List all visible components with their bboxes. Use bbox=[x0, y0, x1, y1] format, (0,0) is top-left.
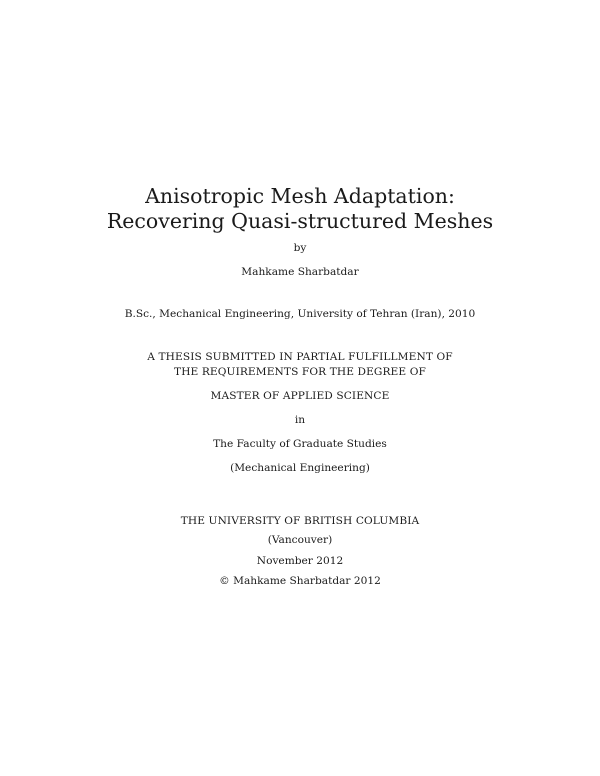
department-name: (Mechanical Engineering) bbox=[230, 462, 370, 474]
submission-statement-line-1: A THESIS SUBMITTED IN PARTIAL FULFILLMENT OF bbox=[147, 351, 453, 363]
university-name: THE UNIVERSITY OF BRITISH COLUMBIA bbox=[180, 515, 420, 527]
submission-date: November 2012 bbox=[256, 555, 344, 567]
degree-name: MASTER OF APPLIED SCIENCE bbox=[210, 390, 390, 402]
author-name: Mahkame Sharbatdar bbox=[241, 266, 359, 278]
submission-statement-line-2: THE REQUIREMENTS FOR THE DEGREE OF bbox=[174, 366, 426, 378]
in-label: in bbox=[294, 414, 306, 426]
copyright-notice: © Mahkame Sharbatdar 2012 bbox=[219, 575, 381, 587]
prior-degree: B.Sc., Mechanical Engineering, University of Tehran (Iran), 2010 bbox=[124, 308, 476, 320]
faculty-name: The Faculty of Graduate Studies bbox=[213, 438, 387, 450]
thesis-title-line-1: Anisotropic Mesh Adaptation: bbox=[145, 184, 455, 208]
thesis-title-line-2: Recovering Quasi-structured Meshes bbox=[106, 209, 494, 233]
by-label: by bbox=[293, 242, 307, 254]
university-location: (Vancouver) bbox=[267, 534, 333, 546]
